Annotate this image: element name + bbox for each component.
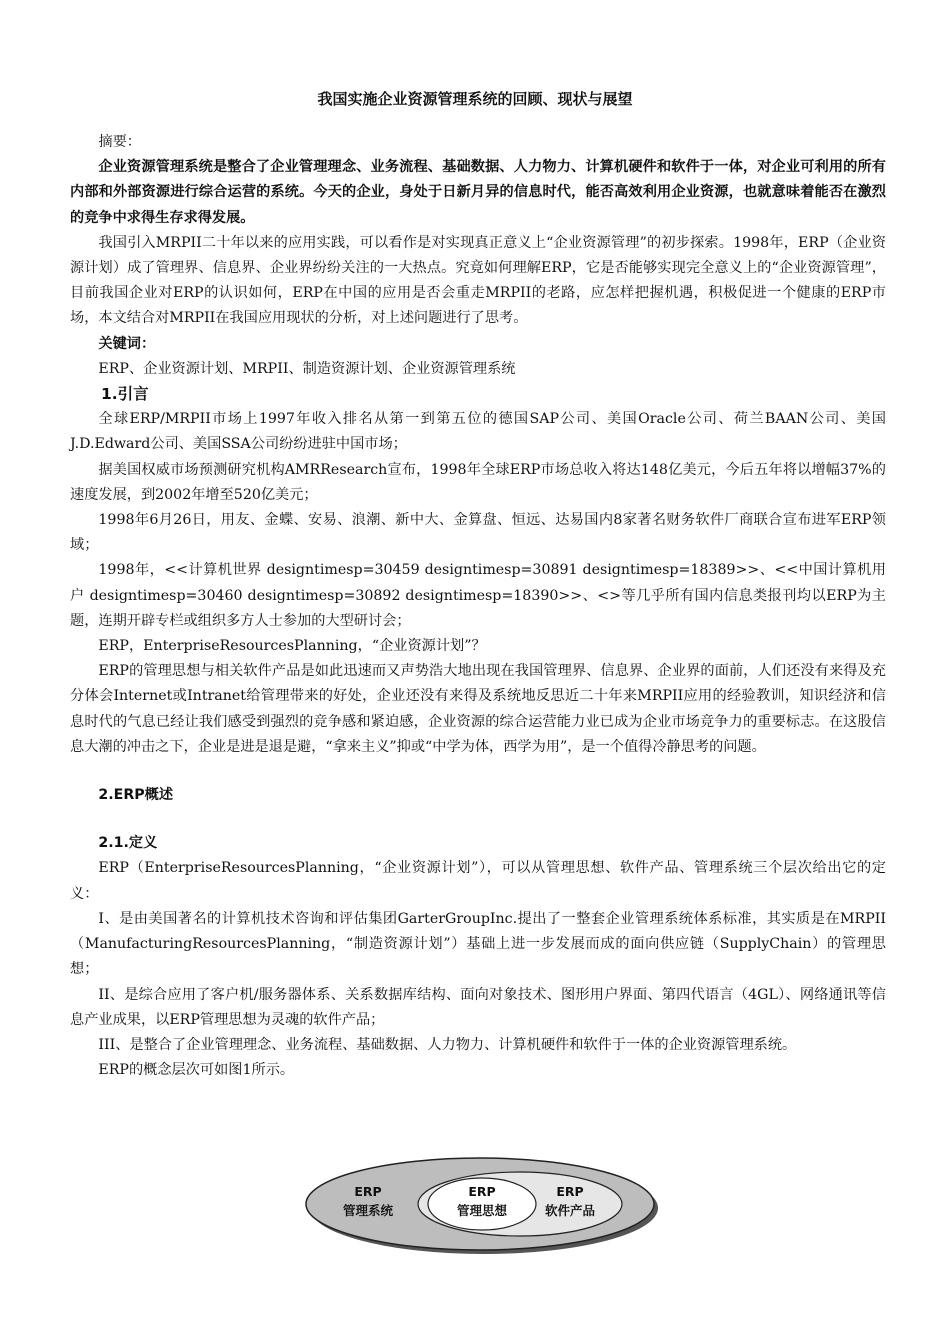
body-paragraph: ERP的管理思想与相关软件产品是如此迅速而又声势浩大地出现在我国管理界、信息界、企业界的面前，人们还没有来得及充分体会Internet或Intranet给管理带来的好处，企业还没有来得及系统地反思近二十年来MRPII应用的经验教训，知识经济和信息时代的气息已经让我们感受到强烈的竞争感和紧迫感，企业资源的综合运营能力业已成为企业市场竞争力的重要标志。在这股信息大潮的冲击之下，企业是进是退是避，“拿来主义”抑或“中学为体，西学为用”，是一个值得冷静思考的问题。 [70, 663, 886, 755]
inner-label-line2: 管理思想 [456, 1203, 507, 1218]
right-label [542, 1182, 598, 1220]
section-heading-intro: 1.引言 [101, 385, 149, 404]
keywords-list: ERP、企业资源计划、MRPII、制造资源计划、企业资源管理系统 [98, 360, 516, 377]
right-label-line2: 软件产品 [544, 1203, 595, 1218]
erp-concept-diagram [300, 1152, 662, 1258]
inner-label [454, 1182, 510, 1220]
body-paragraph: 1998年，<<计算机世界 designtimesp=30459 designtimesp=30891 designtimesp=18389>>、<<中国计算机用户 designtimesp=30460 designtimesp=30892 designtimesp=18390>>、<>等几乎所有国内信息类报刊均以ERP为主题，连期开辟专栏或组织多方人士参加的大型研讨会； [70, 562, 886, 629]
outer-label [340, 1182, 396, 1220]
abstract-paragraph: 企业资源管理系统是整合了企业管理理念、业务流程、基础数据、人力物力、计算机硬件和软件于一体，对企业可利用的所有内部和外部资源进行综合运营的系统。今天的企业，身处于日新月异的信息时代，能否高效利用企业资源，也就意味着能否在激烈的竞争中求得生存求得发展。 [70, 159, 886, 226]
document-title: 我国实施企业资源管理系统的回顾、现状与展望 [317, 90, 633, 108]
body-paragraph: 据美国权威市场预测研究机构AMRResearch宣布，1998年全球ERP市场总收入将达148亿美元，今后五年将以增幅37%的速度发展，到2002年增至520亿美元； [70, 461, 886, 503]
subsection-heading-definition: 2.1.定义 [98, 835, 158, 852]
body-paragraph: ERP（EnterpriseResourcesPlanning，“企业资源计划”），可以从管理思想、软件产品、管理系统三个层次给出它的定义： [70, 860, 886, 902]
abstract-heading: 摘要： [98, 134, 141, 150]
body-paragraph: 1998年6月26日，用友、金蝶、安易、浪潮、新中大、金算盘、恒远、达易国内8家著名财务软件厂商联合宣布进军ERP领域； [70, 512, 886, 554]
intro-paragraph: 我国引入MRPII二十年以来的应用实践，可以看作是对实现真正意义上“企业资源管理”的初步探索。1998年，ERP（企业资源计划）成了管理界、信息界、企业界纷纷关注的一大热点。究竟如何理解ERP，它是否能够实现完全意义上的“企业资源管理”，目前我国企业对ERP的认识如何，ERP在中国的应用是否会重走MRPII的老路，应怎样把握机遇，积极促进一个健康的ERP市场，本文结合对MRPII在我国应用现状的分析，对上述问题进行了思考。 [70, 234, 886, 327]
keywords-heading: 关键词： [98, 335, 156, 352]
body-paragraph: 全球ERP/MRPII市场上1997年收入排名从第一到第五位的德国SAP公司、美国Oracle公司、荷兰BAAN公司、美国J.D.Edward公司、美国SSA公司纷纷进驻中国市场； [70, 411, 886, 453]
section-heading-erp-overview: 2.ERP概述 [98, 787, 174, 804]
document-body [70, 130, 886, 1083]
figure-caption-reference: ERP的概念层次可如图1所示。 [98, 1062, 295, 1079]
body-paragraph: II、是综合应用了客户机/服务器体系、关系数据库结构、面向对象技术、图形用户界面、第四代语言（4GL）、网络通讯等信息产业成果，以ERP管理思想为灵魂的软件产品； [70, 986, 886, 1028]
outer-label-line2: 管理系统 [342, 1203, 393, 1218]
body-paragraph: III、是整合了企业管理理念、业务流程、基础数据、人力物力、计算机硬件和软件于一体的企业资源管理系统。 [98, 1036, 797, 1053]
inner-label-line1: ERP [468, 1184, 496, 1199]
right-label-line1: ERP [556, 1184, 584, 1199]
body-paragraph: ERP，EnterpriseResourcesPlanning，“企业资源计划”？ [98, 638, 486, 655]
outer-label-line1: ERP [354, 1184, 382, 1199]
body-paragraph: I、是由美国著名的计算机技术咨询和评估集团GarterGroupInc.提出了一整套企业管理系统体系标准，其实质是在MRPII（ManufacturingResourcesPlanning，“制造资源计划”）基础上进一步发展而成的面向供应链（SupplyChain）的管理思想； [70, 910, 886, 978]
